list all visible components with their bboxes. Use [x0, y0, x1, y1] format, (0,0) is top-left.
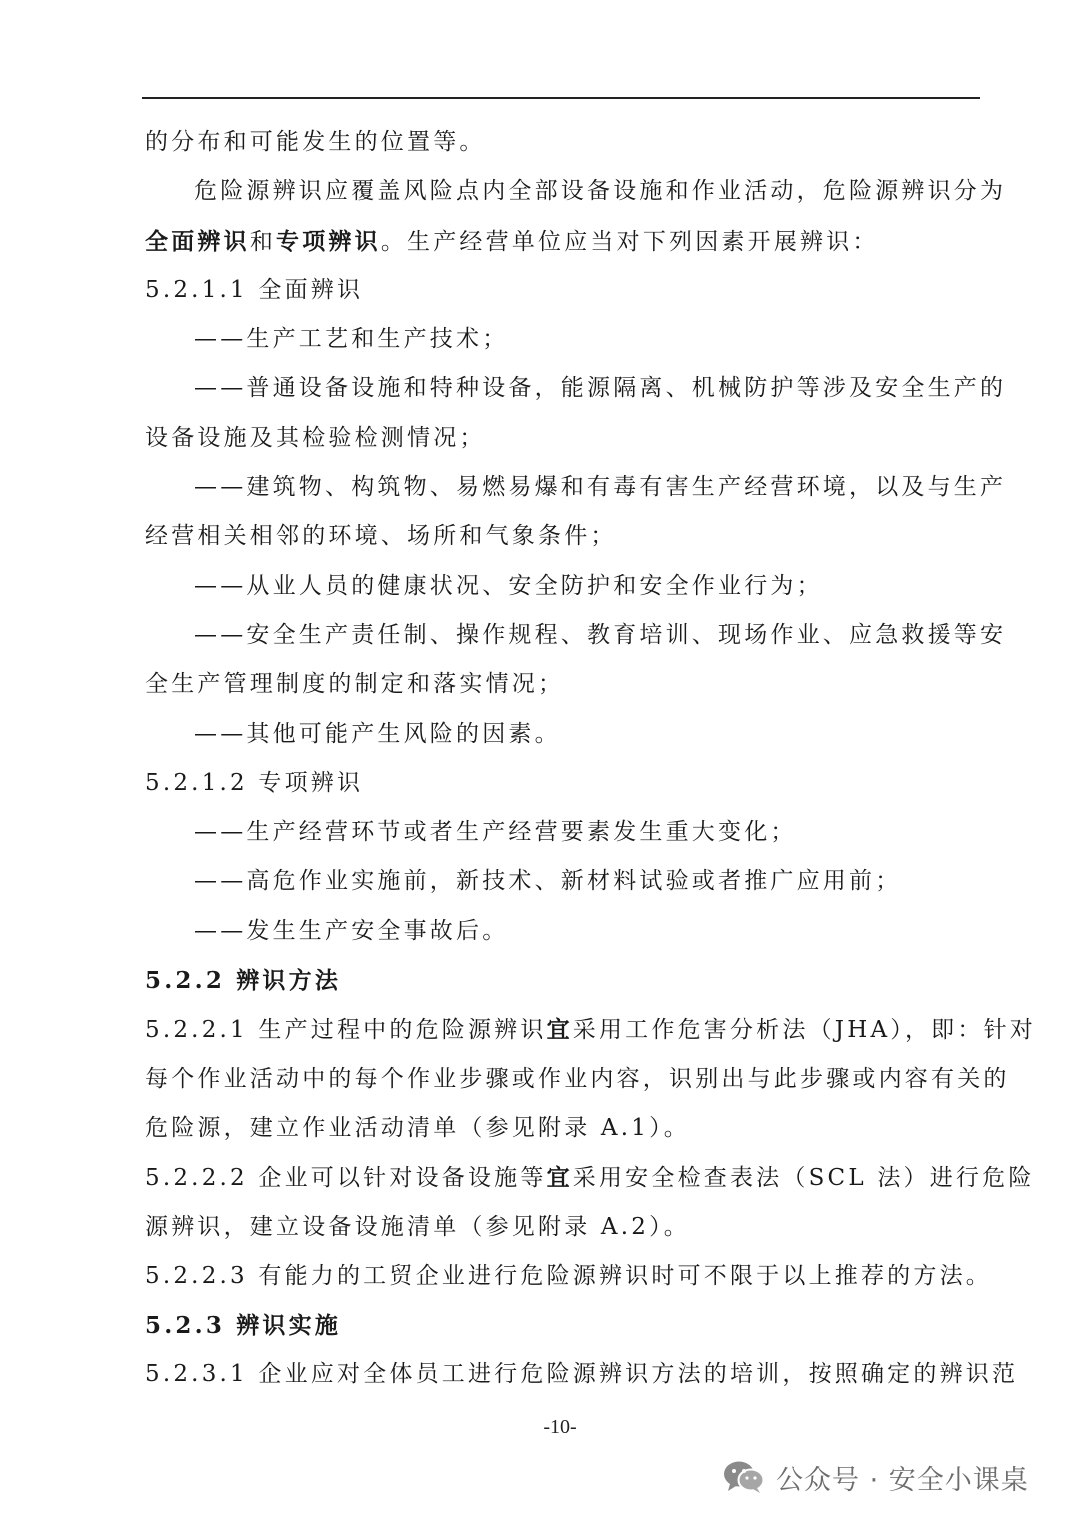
text-line: 的分布和可能发生的位置等。 — [145, 129, 486, 155]
paragraph-line: 每个作业活动中的每个作业步骤或作业内容，识别出与此步骤或内容有关的 — [145, 1065, 1010, 1092]
section-heading: 5.2.2 辨识方法 — [145, 967, 342, 995]
paragraph-line — [145, 1005, 1036, 1054]
wechat-icon — [722, 1459, 766, 1495]
paragraph-line — [145, 1153, 1035, 1202]
bold-term: 全面辨识 — [145, 227, 250, 255]
list-item: ——生产工艺和生产技术； — [194, 326, 509, 353]
text-span: 采用工作危害分析法（JHA），即：针对 — [572, 1017, 1036, 1044]
watermark-text: 公众号 · 安全小课桌 — [776, 1464, 1029, 1496]
bold-term: 宜 — [546, 1016, 573, 1044]
header-rule — [142, 97, 980, 99]
list-item: ——其他可能产生风险的因素。 — [194, 720, 561, 747]
text-span: 和 — [249, 228, 277, 255]
list-item: ——普通设备设施和特种设备，能源隔离、机械防护等涉及安全生产的 — [194, 375, 1007, 402]
subsection-title: 5.2.1.2 专项辨识 — [145, 769, 364, 796]
page-body — [145, 118, 1036, 1400]
list-item-continuation: 经营相关相邻的环境、场所和气象条件； — [145, 523, 617, 550]
bold-term: 专项辨识 — [276, 227, 381, 255]
list-item: ——安全生产责任制、操作规程、教育培训、现场作业、应急救援等安 — [194, 621, 1007, 648]
paragraph-line: 危险源辨识应覆盖风险点内全部设备设施和作业活动，危险源辨识分为 — [194, 178, 1007, 205]
list-item: ——生产经营环节或者生产经营要素发生重大变化； — [194, 819, 797, 846]
paragraph-line — [145, 217, 980, 266]
list-item: ——发生生产安全事故后。 — [194, 917, 509, 944]
list-item: ——高危作业实施前，新技术、新材料试验或者推广应用前； — [194, 868, 902, 895]
text-span: 5.2.2.2 企业可以针对设备设施等 — [145, 1165, 547, 1192]
text-span: 5.2.2.1 生产过程中的危险源辨识 — [145, 1017, 547, 1044]
list-item-continuation: 全生产管理制度的制定和落实情况； — [145, 671, 565, 698]
page-number: -10- — [543, 1416, 577, 1438]
section-heading: 5.2.3 辨识实施 — [145, 1312, 342, 1340]
watermark — [722, 1452, 1029, 1502]
text-span: 。生产经营单位应当对下列因素开展辨识： — [380, 228, 879, 255]
list-item-continuation: 设备设施及其检验检测情况； — [145, 424, 486, 451]
text-span: 采用安全检查表法（SCL 法）进行危险 — [572, 1165, 1035, 1192]
bold-term: 宜 — [546, 1164, 573, 1192]
subsection-title: 5.2.1.1 全面辨识 — [145, 276, 364, 303]
paragraph-line: 5.2.3.1 企业应对全体员工进行危险源辨识方法的培训，按照确定的辨识范 — [145, 1361, 1019, 1388]
paragraph-line: 5.2.2.3 有能力的工贸企业进行危险源辨识时可不限于以上推荐的方法。 — [145, 1262, 992, 1289]
paragraph-line: 源辨识，建立设备设施清单（参见附录 A.2）。 — [145, 1213, 690, 1240]
paragraph-line: 危险源，建立作业活动清单（参见附录 A.1）。 — [145, 1114, 690, 1141]
list-item: ——从业人员的健康状况、安全防护和安全作业行为； — [194, 572, 823, 599]
list-item: ——建筑物、构筑物、易燃易爆和有毒有害生产经营环境，以及与生产 — [194, 474, 1007, 501]
